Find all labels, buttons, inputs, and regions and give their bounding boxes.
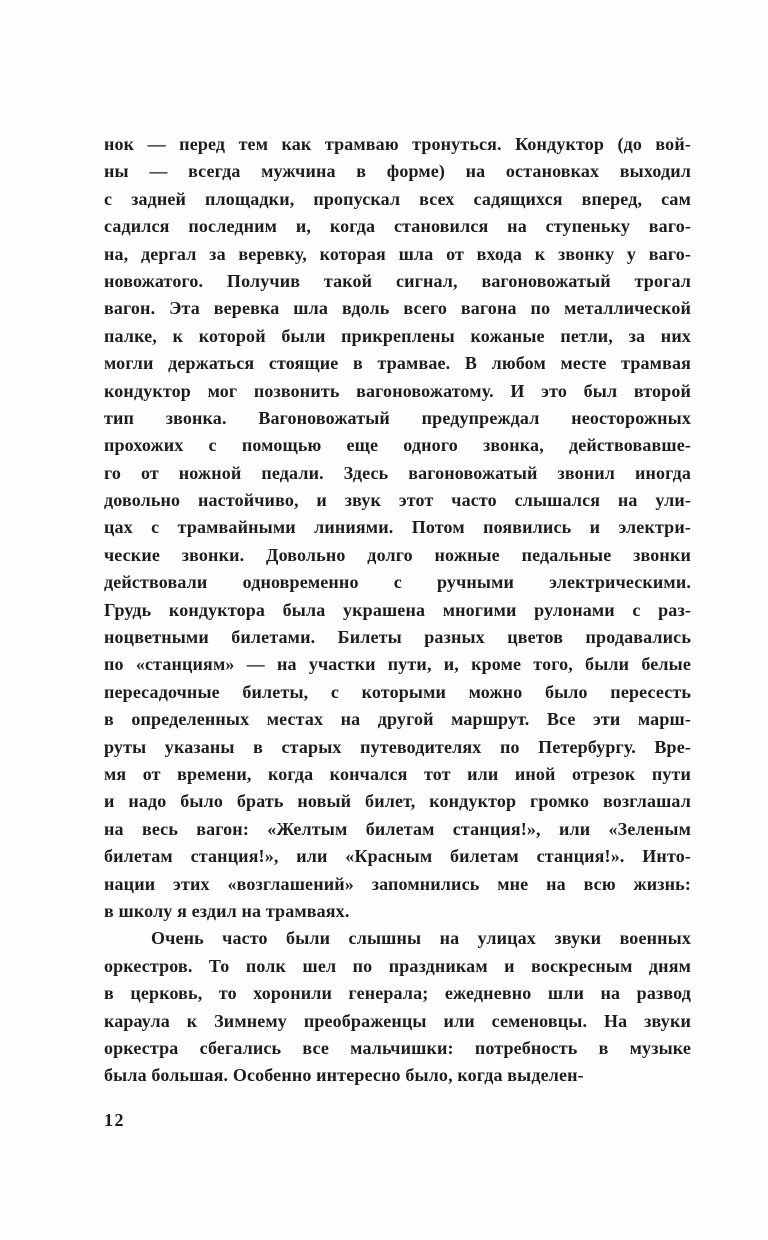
text-line: ны — всегда мужчина в форме) на остановках выходил xyxy=(104,161,691,182)
text-line: по «станциям» — на участки пути, и, кроме того, были белые xyxy=(104,654,691,675)
text-block xyxy=(104,131,691,1090)
text-line: караула к Зимнему преображенцы или семеновцы. На звуки xyxy=(104,1010,691,1031)
text-line: могли держаться стоящие в трамвае. В любом месте трамвая xyxy=(104,353,691,374)
text-line: и надо было брать новый билет, кондуктор громко возглашал xyxy=(104,791,691,812)
text-line: Грудь кондуктора была украшена многими рулонами с раз- xyxy=(104,599,691,620)
text-line: вагон. Эта веревка шла вдоль всего вагона по металлической xyxy=(104,298,691,319)
text-line: кондуктор мог позвонить вагоновожатому. И это был второй xyxy=(104,380,691,401)
text-line: с задней площадки, пропускал всех садящихся вперед, сам xyxy=(104,188,691,209)
text-line: мя от времени, когда кончался тот или иной отрезок пути xyxy=(104,763,691,784)
text-line: оркестров. То полк шел по праздникам и воскресным дням xyxy=(104,955,691,976)
text-line: нок — перед тем как трамваю тронуться. Кондуктор (до вой- xyxy=(104,134,691,154)
text-line: довольно настойчиво, и звук этот часто слышался на ули- xyxy=(104,490,691,511)
text-line: Очень часто были слышны на улицах звуки военных xyxy=(151,928,691,949)
text-line: новожатого. Получив такой сигнал, вагоновожатый трогал xyxy=(104,270,691,291)
text-line: в церковь, то хоронили генерала; ежедневно шли на развод xyxy=(104,983,691,1004)
text-line: оркестра сбегались все мальчишки: потребность в музыке xyxy=(104,1037,691,1058)
text-line: палке, к которой были прикреплены кожаные петли, за них xyxy=(104,325,691,346)
text-line: руты указаны в старых путеводителях по Петербургу. Вре- xyxy=(104,736,691,757)
paragraph xyxy=(104,925,691,1089)
text-line: в определенных местах на другой маршрут. Все эти марш- xyxy=(104,709,691,730)
text-line: ноцветными билетами. Билеты разных цветов продавались xyxy=(104,627,691,648)
text-line: го от ножной педали. Здесь вагоновожатый звонил иногда xyxy=(104,462,691,483)
text-line: тип звонка. Вагоновожатый предупреждал неосторожных xyxy=(104,407,691,428)
text-line: действовали одновременно с ручными электрическими. xyxy=(104,572,691,593)
text-line: нации этих «возглашений» запомнились мне на всю жизнь: xyxy=(104,873,691,894)
text-line: в школу я ездил на трамваях. xyxy=(104,900,350,921)
text-line: пересадочные билеты, с которыми можно было пересесть xyxy=(104,681,691,702)
text-line: ческие звонки. Довольно долго ножные педальные звонки xyxy=(104,544,691,565)
text-line: была большая. Особенно интересно было, когда выделен- xyxy=(104,1065,584,1086)
text-line: цах с трамвайными линиями. Потом появились и электри- xyxy=(104,517,691,538)
text-line: на, дергал за веревку, которая шла от входа к звонку у ваго- xyxy=(104,243,691,264)
paragraph xyxy=(104,131,691,925)
page-number: 12 xyxy=(104,1110,125,1130)
text-line: билетам станция!», или «Красным билетам станция!». Инто- xyxy=(104,846,691,867)
text-line: на весь вагон: «Желтым билетам станция!», или «Зеленым xyxy=(104,818,691,839)
text-line: прохожих с помощью еще одного звонка, действовавше- xyxy=(104,435,691,456)
text-line: садился последним и, когда становился на ступеньку ваго- xyxy=(104,216,691,237)
